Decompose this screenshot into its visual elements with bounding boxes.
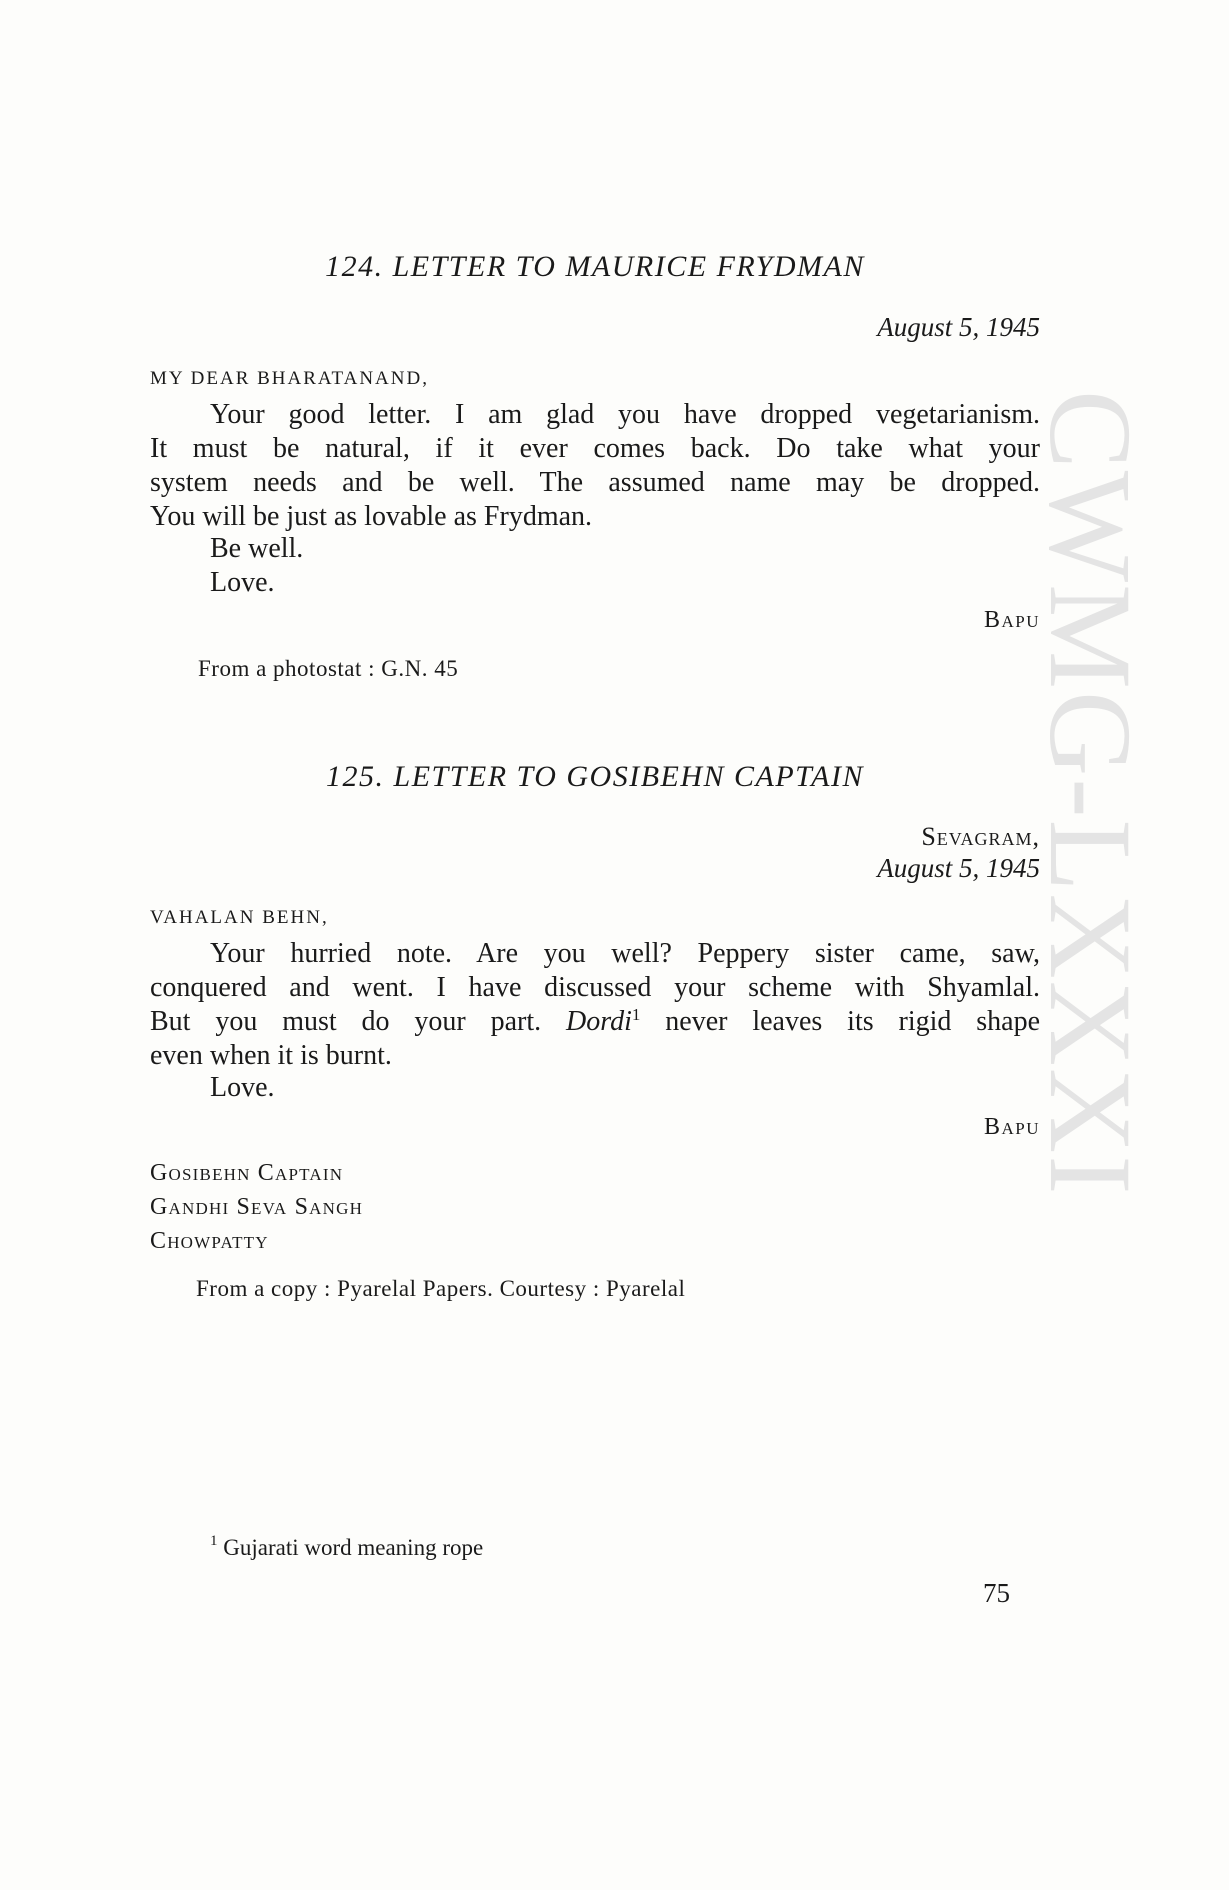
letter-125-salutation: VAHALAN BEHN, (150, 907, 329, 928)
page-number: 75 (983, 1578, 1010, 1608)
body-line: You will be just as lovable as Frydman. (150, 501, 593, 532)
letter-124-salutation: MY DEAR BHARATANAND, (150, 368, 429, 389)
letter-125-date: August 5, 1945 (877, 853, 1040, 883)
footnote (210, 1535, 483, 1561)
footnote-ref: 1 (631, 1005, 641, 1024)
footnote-marker: 1 (210, 1533, 218, 1549)
letter-124-date: August 5, 1945 (877, 312, 1040, 342)
body-line: conquered and went. I have discussed your scheme with Shyamlal. (150, 972, 1040, 1003)
letter-125-address (150, 1156, 363, 1258)
letter-124-closing-be-well: Be well. (210, 533, 304, 564)
address-line: Gosibehn Captain (150, 1160, 344, 1186)
letter-125-closing-love: Love. (210, 1072, 275, 1103)
letter-125-signature: Bapu (983, 1114, 1040, 1140)
dordi-word: Dordi (566, 1006, 632, 1037)
letter-124-closing-love: Love. (210, 567, 275, 598)
body-line: Your hurried note. Are you well? Peppery sister came, saw, (210, 938, 1040, 969)
letter-125-source: From a copy : Pyarelal Papers. Courtesy : Pyarelal (196, 1276, 686, 1301)
letter-124-source: From a photostat : G.N. 45 (198, 656, 459, 681)
body-line: It must be natural, if it ever comes back. Do take what your (150, 433, 1040, 464)
address-line: Gandhi Seva Sangh (150, 1194, 364, 1220)
letter-125-place: Sevagram, (921, 822, 1040, 851)
body-line-end: never leaves its rigid shape (640, 1006, 1041, 1037)
letter-125-title: 125. LETTER TO GOSIBEHN CAPTAIN (326, 760, 864, 793)
footnote-text: Gujarati word meaning rope (223, 1535, 484, 1560)
body-line-start: But you must do your part. (150, 1006, 542, 1037)
body-line (150, 1005, 1040, 1039)
letter-125-body (150, 937, 1040, 1073)
body-line: Your good letter. I am glad you have dropped vegetarianism. (210, 399, 1040, 430)
body-line: even when it is burnt. (150, 1040, 392, 1071)
letter-124-body (150, 398, 1040, 534)
watermark: CWMG-LXXXI (1025, 390, 1156, 1197)
body-line: system needs and be well. The assumed name may be dropped. (150, 467, 1040, 498)
address-line: Chowpatty (150, 1228, 269, 1254)
letter-124-title: 124. LETTER TO MAURICE FRYDMAN (325, 250, 865, 283)
letter-124-signature: Bapu (983, 607, 1040, 633)
